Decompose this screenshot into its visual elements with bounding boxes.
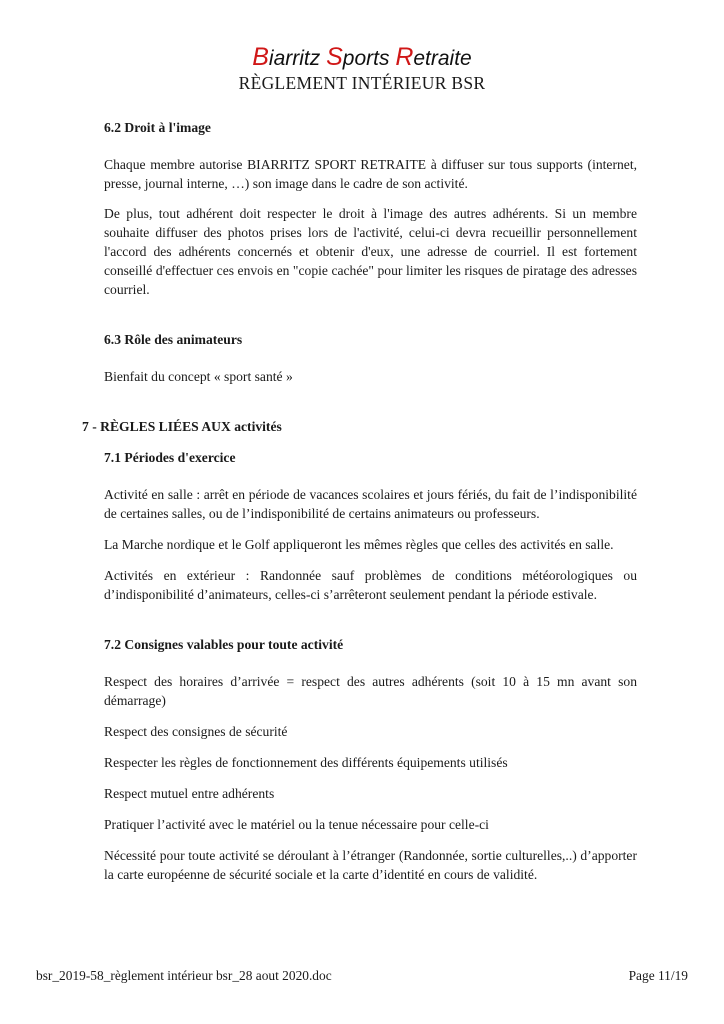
brand-initial-s: S bbox=[326, 43, 343, 71]
paragraph: Respect des horaires d’arrivée = respect des autres adhérents (soit 10 à 15 mn avant son démarrage) bbox=[104, 674, 637, 708]
section-heading-7-2: 7.2 Consignes valables pour toute activité bbox=[104, 637, 344, 652]
paragraph: Bienfait du concept « sport santé » bbox=[104, 369, 293, 384]
brand-initial-b: B bbox=[252, 43, 269, 71]
paragraph: Respect mutuel entre adhérents bbox=[104, 786, 275, 801]
section-heading-6-2: 6.2 Droit à l'image bbox=[104, 120, 211, 135]
paragraph: Activité en salle : arrêt en période de vacances scolaires et jours fériés, du fait de l’indisponibilité de certaines salles, ou de l’indisponibilité de certains animateurs ou professeurs. bbox=[104, 487, 637, 521]
paragraph: Respecter les règles de fonctionnement des différents équipements utilisés bbox=[104, 755, 508, 770]
chapter-heading-7: 7 - RÈGLES LIÉES AUX activités bbox=[82, 419, 282, 434]
paragraph: La Marche nordique et le Golf appliqueront les mêmes règles que celles des activités en salle. bbox=[104, 537, 614, 552]
paragraph: Nécessité pour toute activité se déroulant à l’étranger (Randonnée, sortie culturelles,..) d’apporter la carte européenne de sécurité sociale et la carte d’identité en cours de validité. bbox=[104, 848, 637, 882]
brand-title bbox=[0, 44, 724, 72]
paragraph: De plus, tout adhérent doit respecter le droit à l'image des autres adhérents. Si un membre souhaite diffuser des photos prises lors de l'activité, celui-ci devra recueillir personnellement l'accord des adhérents concernés et obtenir d'eux, une adresse de courriel. Il est fortement conseillé d'effectuer ces envois en "copie cachée" pour limiter les risques de piratage des adresses courriel. bbox=[104, 206, 637, 297]
page-header bbox=[0, 44, 724, 94]
document-subtitle: RÈGLEMENT INTÉRIEUR BSR bbox=[238, 73, 486, 93]
brand-word-iarritz: iarritz bbox=[268, 47, 327, 70]
paragraph: Pratiquer l’activité avec le matériel ou la tenue nécessaire pour celle-ci bbox=[104, 817, 489, 832]
paragraph: Respect des consignes de sécurité bbox=[104, 724, 288, 739]
paragraph: Chaque membre autorise BIARRITZ SPORT RETRAITE à diffuser sur tous supports (internet, presse, journal interne, …) son image dans le cadre de son activité. bbox=[104, 157, 637, 191]
brand-word-ports: ports bbox=[342, 47, 396, 70]
section-heading-6-3: 6.3 Rôle des animateurs bbox=[104, 332, 243, 347]
brand-initial-r: R bbox=[395, 43, 414, 71]
footer-filename: bsr_2019-58_règlement intérieur bsr_28 aout 2020.doc bbox=[36, 968, 332, 983]
footer-page-number: Page 11/19 bbox=[628, 968, 688, 983]
document-body bbox=[82, 118, 637, 884]
section-heading-7-1: 7.1 Périodes d'exercice bbox=[104, 450, 236, 465]
brand-word-etraite: etraite bbox=[413, 47, 472, 70]
paragraph: Activités en extérieur : Randonnée sauf problèmes de conditions météorologiques ou d’indisponibilité d’animateurs, celles-ci s’arrêteront seulement pendant la période estivale. bbox=[104, 568, 637, 602]
page-footer bbox=[36, 968, 688, 984]
